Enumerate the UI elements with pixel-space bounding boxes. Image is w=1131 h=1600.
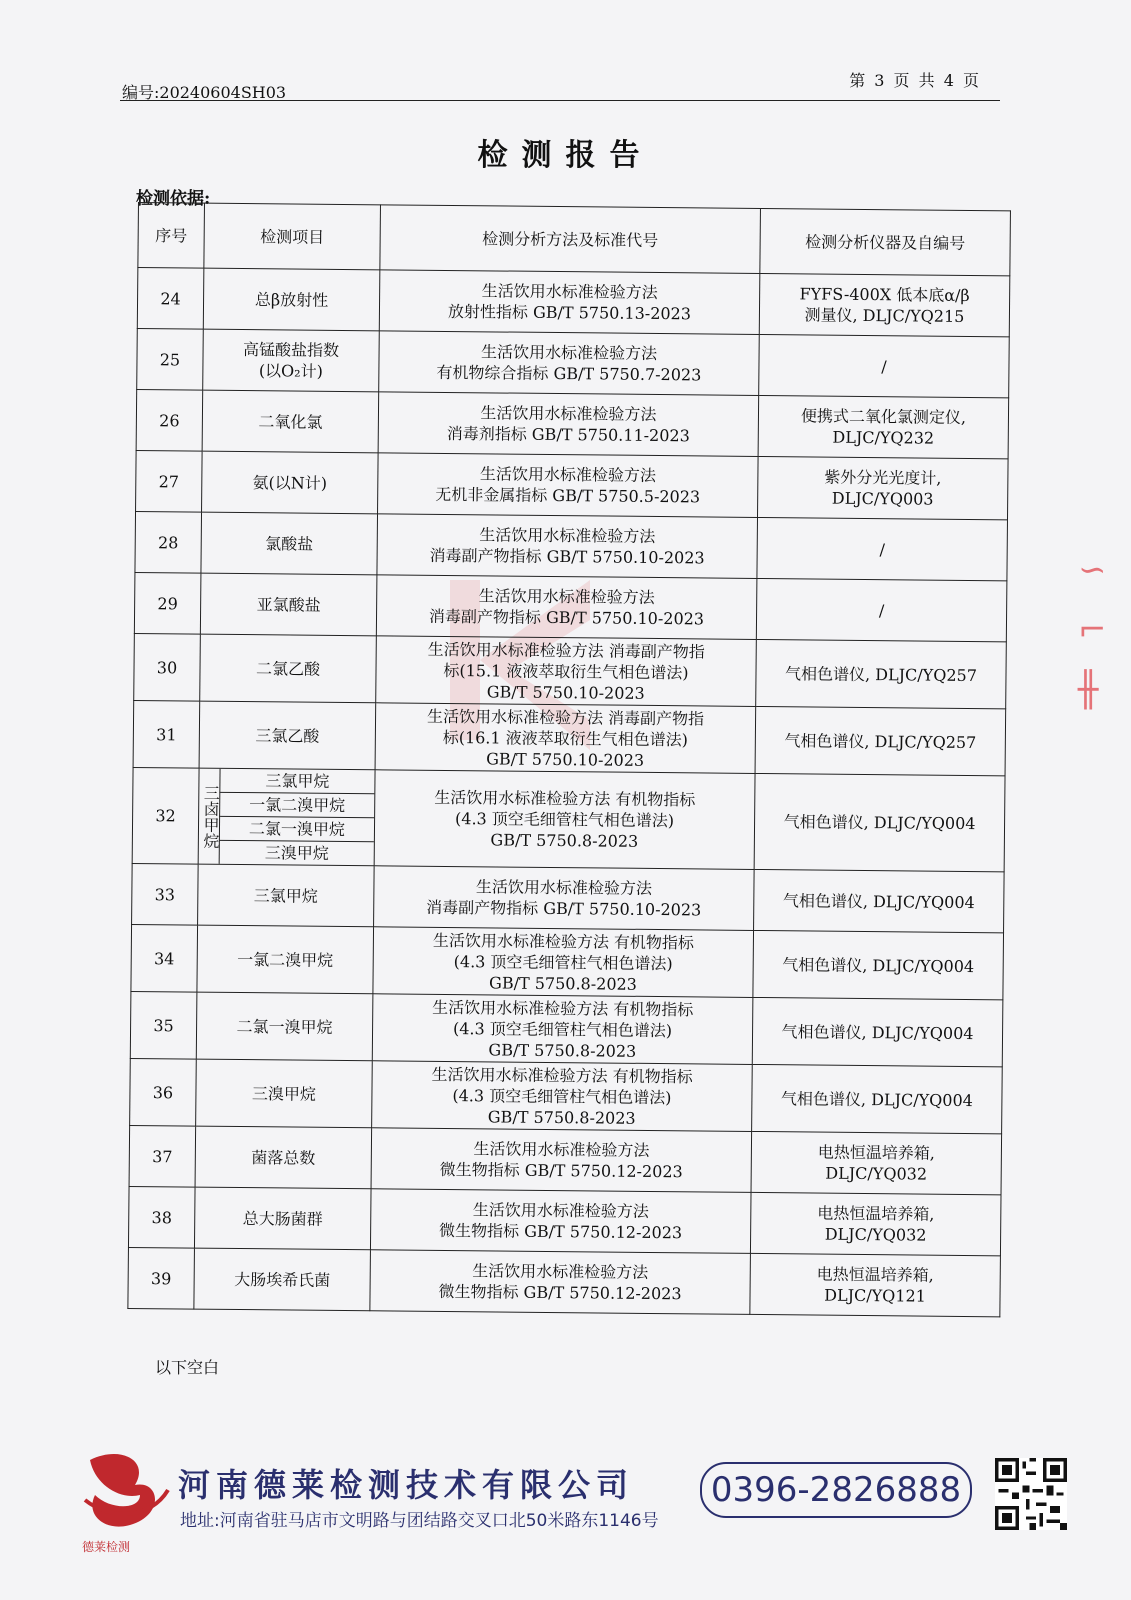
cell-line: (4.3 顶空毛细管柱气相色谱法) [453,951,673,973]
cell-line: GB/T 5750.10-2023 [486,681,645,703]
cell-line: / [878,600,885,620]
cell-line: 微生物指标 GB/T 5750.12-2023 [438,1281,682,1304]
table-row [133,700,1006,775]
test-basis-table [127,202,1011,1317]
cell-line: 生活饮用水标准检验方法 [480,403,657,424]
cell-line: 紫外分光光度计, [824,467,942,488]
cell-line: 生活饮用水标准检验方法 [473,1139,650,1160]
method-cell [374,866,755,931]
table-row [136,389,1009,458]
cell-line: (4.3 顶空毛细管柱气相色谱法) [452,1018,673,1040]
method-cell [378,392,759,457]
cell-line: 高锰酸盐指数 [242,340,340,360]
page-title: 检测报告 [477,138,654,173]
group-label [199,769,220,864]
method-cell [372,1061,753,1132]
method-cell [373,927,754,998]
company-name: 河南德莱检测技术有限公司 [178,1466,635,1504]
row-number: 39 [128,1247,195,1309]
cell-line: / [881,356,887,376]
cell-line: 生活饮用水标准检验方法 消毒副产物指 [427,639,705,661]
item-group-cell [198,768,375,866]
instrument-cell [758,456,1009,519]
cell-line: 生活饮用水标准检验方法 有机物指标 [434,787,696,810]
cell-line: 消毒副产物指标 GB/T 5750.10-2023 [429,545,705,568]
cell-line: 测量仪, DLJC/YQ215 [804,305,965,326]
cell-line: GB/T 5750.8-2023 [487,1106,636,1128]
row-number: 34 [131,924,198,992]
instrument-cell [751,1131,1002,1194]
table-row [128,1247,1001,1316]
table-header-cell: 序号 [138,203,205,269]
instrument-cell [759,334,1010,397]
basis-label: 检测依据: [136,189,211,209]
cell-line: 气相色谱仪, DLJC/YQ257 [784,730,977,752]
cell-line: 电热恒温培养箱, [817,1203,935,1224]
item-cell: 三氯乙酸 [199,701,376,770]
cell-line: 消毒副产物指标 GB/T 5750.10-2023 [428,606,705,629]
phone-number: 0396-2826888 [700,1462,972,1518]
sub-item: 三溴甲烷 [264,843,329,863]
cell-line: 生活饮用水标准检验方法 有机物指标 [432,997,694,1019]
cell-line: 气相色谱仪, DLJC/YQ004 [783,812,976,834]
cell-line: 气相色谱仪, DLJC/YQ004 [782,954,975,976]
cell-line: (4.3 顶空毛细管柱气相色谱法) [454,809,675,831]
red-stamp-fragment: ∽ ⌐ ╫ [1078,550,1107,710]
cell-line: DLJC/YQ003 [831,488,934,509]
instrument-cell [754,773,1005,871]
logo-text: 德莱检测 [82,1540,131,1554]
sub-item: 三氯甲烷 [220,769,375,794]
footer [0,1440,1131,1580]
instrument-cell [750,1253,1001,1316]
row-number: 33 [132,863,199,925]
cell-line: (以O₂计) [258,361,323,381]
table-row [134,633,1007,708]
qr-code-icon [995,1458,1067,1530]
instrument-cell [752,1064,1003,1133]
cell-line: 气相色谱仪, DLJC/YQ004 [782,890,975,912]
instrument-cell [752,997,1003,1066]
cell-line: 生活饮用水标准检验方法 [480,342,658,363]
item-cell [203,329,380,392]
blank-below-note: 以下空白 [155,1358,220,1377]
item-cell: 大肠埃希氏菌 [194,1248,371,1311]
table-row [136,450,1009,519]
report-number: 编号:20240604SH03 [122,83,287,102]
table-row [130,991,1003,1066]
cell-line: 电热恒温培养箱, [817,1142,936,1163]
row-number: 30 [134,633,201,701]
cell-line: 生活饮用水标准检验方法 有机物指标 [431,1064,693,1086]
row-number: 36 [130,1058,197,1126]
table-row [137,328,1010,397]
cell-line: 便携式二氧化氯测定仪, [800,406,967,427]
item-cell: 菌落总数 [195,1126,372,1189]
cell-line: GB/T 5750.8-2023 [488,1039,637,1061]
method-cell [372,994,753,1065]
cell-line: 消毒剂指标 GB/T 5750.11-2023 [446,423,690,446]
table-row [128,1186,1001,1255]
instrument-cell [754,869,1005,932]
cell-line: 有机物综合指标 GB/T 5750.7-2023 [436,362,702,385]
method-cell [378,453,759,518]
cell-line: 气相色谱仪, DLJC/YQ004 [780,1088,973,1110]
cell-line: 气相色谱仪, DLJC/YQ004 [781,1021,974,1043]
item-cell: 二氯一溴甲烷 [196,992,373,1061]
instrument-cell [759,273,1010,336]
cell-line: GB/T 5750.8-2023 [489,972,637,994]
cell-line: 气相色谱仪, DLJC/YQ257 [784,663,978,685]
table-row [134,572,1007,641]
instrument-cell [750,1192,1001,1255]
table-row [130,1058,1003,1133]
row-number: 26 [136,389,203,451]
instrument-cell [753,930,1004,999]
method-cell [370,1250,751,1315]
table-header-cell: 检测项目 [204,203,381,270]
cell-line: 生活饮用水标准检验方法 有机物指标 [432,930,695,952]
cell-line: DLJC/YQ032 [824,1224,927,1245]
item-cell: 三溴甲烷 [196,1059,373,1128]
table-row [131,924,1004,999]
cell-line: 标(16.1 液液萃取衍生气相色谱法) [442,727,689,749]
page-info: 第 3 页 共 4 页 [849,71,981,90]
cell-line: 标(15.1 液液萃取衍生气相色谱法) [443,660,689,682]
item-cell: 一氯二溴甲烷 [197,925,374,994]
table-row [129,1125,1002,1194]
row-number: 29 [134,572,201,634]
method-cell [375,703,756,774]
cell-line: 无机非金属指标 GB/T 5750.5-2023 [435,484,701,507]
cell-line: 生活饮用水标准检验方法 [472,1200,649,1221]
cell-line: GB/T 5750.10-2023 [486,748,645,770]
row-number: 38 [128,1186,195,1248]
item-cell: 二氧化氯 [202,390,379,453]
row-number: 32 [132,767,199,864]
cell-line: 放射性指标 GB/T 5750.13-2023 [447,301,692,324]
method-cell [379,331,760,396]
instrument-cell [758,395,1009,458]
instrument-cell [757,517,1008,580]
cell-line: 微生物指标 GB/T 5750.12-2023 [439,1220,683,1243]
table-header-row [138,203,1011,276]
cell-line: / [879,539,885,559]
item-cell: 亚氯酸盐 [200,573,377,636]
company-logo-icon [80,1440,170,1540]
company-address: 地址:河南省驻马店市文明路与团结路交叉口北50米路东1146号 [180,1511,659,1531]
row-number: 27 [136,450,203,512]
cell-line: 生活饮用水标准检验方法 [481,281,658,302]
item-cell: 三氯甲烷 [198,864,375,927]
method-cell [376,636,757,707]
cell-line: 电热恒温培养箱, [816,1264,934,1285]
item-cell: 氯酸盐 [201,512,378,575]
cell-line: (4.3 顶空毛细管柱气相色谱法) [452,1085,672,1107]
cell-line: 生活饮用水标准检验方法 [472,1261,649,1282]
row-number: 35 [130,991,197,1059]
cell-line: FYFS-400X 低本底α/β [799,284,970,305]
cell-line: 生活饮用水标准检验方法 消毒副产物指 [426,706,705,728]
cell-line: DLJC/YQ232 [832,427,935,448]
table-header-cell: 检测分析仪器及自编号 [760,208,1011,275]
item-cell: 氨(以N计) [202,451,379,514]
item-cell: 总β放射性 [203,268,380,331]
item-cell: 二氯乙酸 [200,634,377,703]
item-cell: 总大肠菌群 [194,1187,371,1250]
table-row [132,863,1005,932]
sub-item: 二氯一溴甲烷 [219,816,374,841]
row-number: 37 [129,1125,196,1187]
table-row [137,268,1010,337]
row-number: 31 [133,700,200,768]
header-divider [120,100,1000,101]
row-number: 25 [137,328,204,390]
cell-line: DLJC/YQ032 [825,1163,928,1184]
instrument-cell [756,639,1007,708]
method-cell [370,1189,751,1254]
row-number: 24 [137,268,204,330]
instrument-cell [756,578,1007,641]
cell-line: 消毒副产物指标 GB/T 5750.10-2023 [426,897,702,920]
cell-line: 生活饮用水标准检验方法 [479,464,656,485]
group-label-text: 三卤甲烷 [200,784,221,849]
cell-line: GB/T 5750.8-2023 [490,830,639,851]
cell-line: DLJC/YQ121 [824,1285,926,1306]
row-number: 28 [135,511,202,573]
method-cell [379,270,760,335]
cell-line: 微生物指标 GB/T 5750.12-2023 [439,1159,683,1182]
cell-line: 生活饮用水标准检验方法 [479,525,656,546]
method-cell [374,770,755,870]
method-cell [376,575,757,640]
cell-line: 生活饮用水标准检验方法 [475,877,653,898]
method-cell [371,1128,752,1193]
sub-item: 一氯二溴甲烷 [220,792,375,817]
cell-line: 生活饮用水标准检验方法 [478,586,655,607]
instrument-cell [755,706,1006,775]
method-cell [377,514,758,579]
table-header-cell: 检测分析方法及标准代号 [380,205,761,274]
table-row [135,511,1008,580]
